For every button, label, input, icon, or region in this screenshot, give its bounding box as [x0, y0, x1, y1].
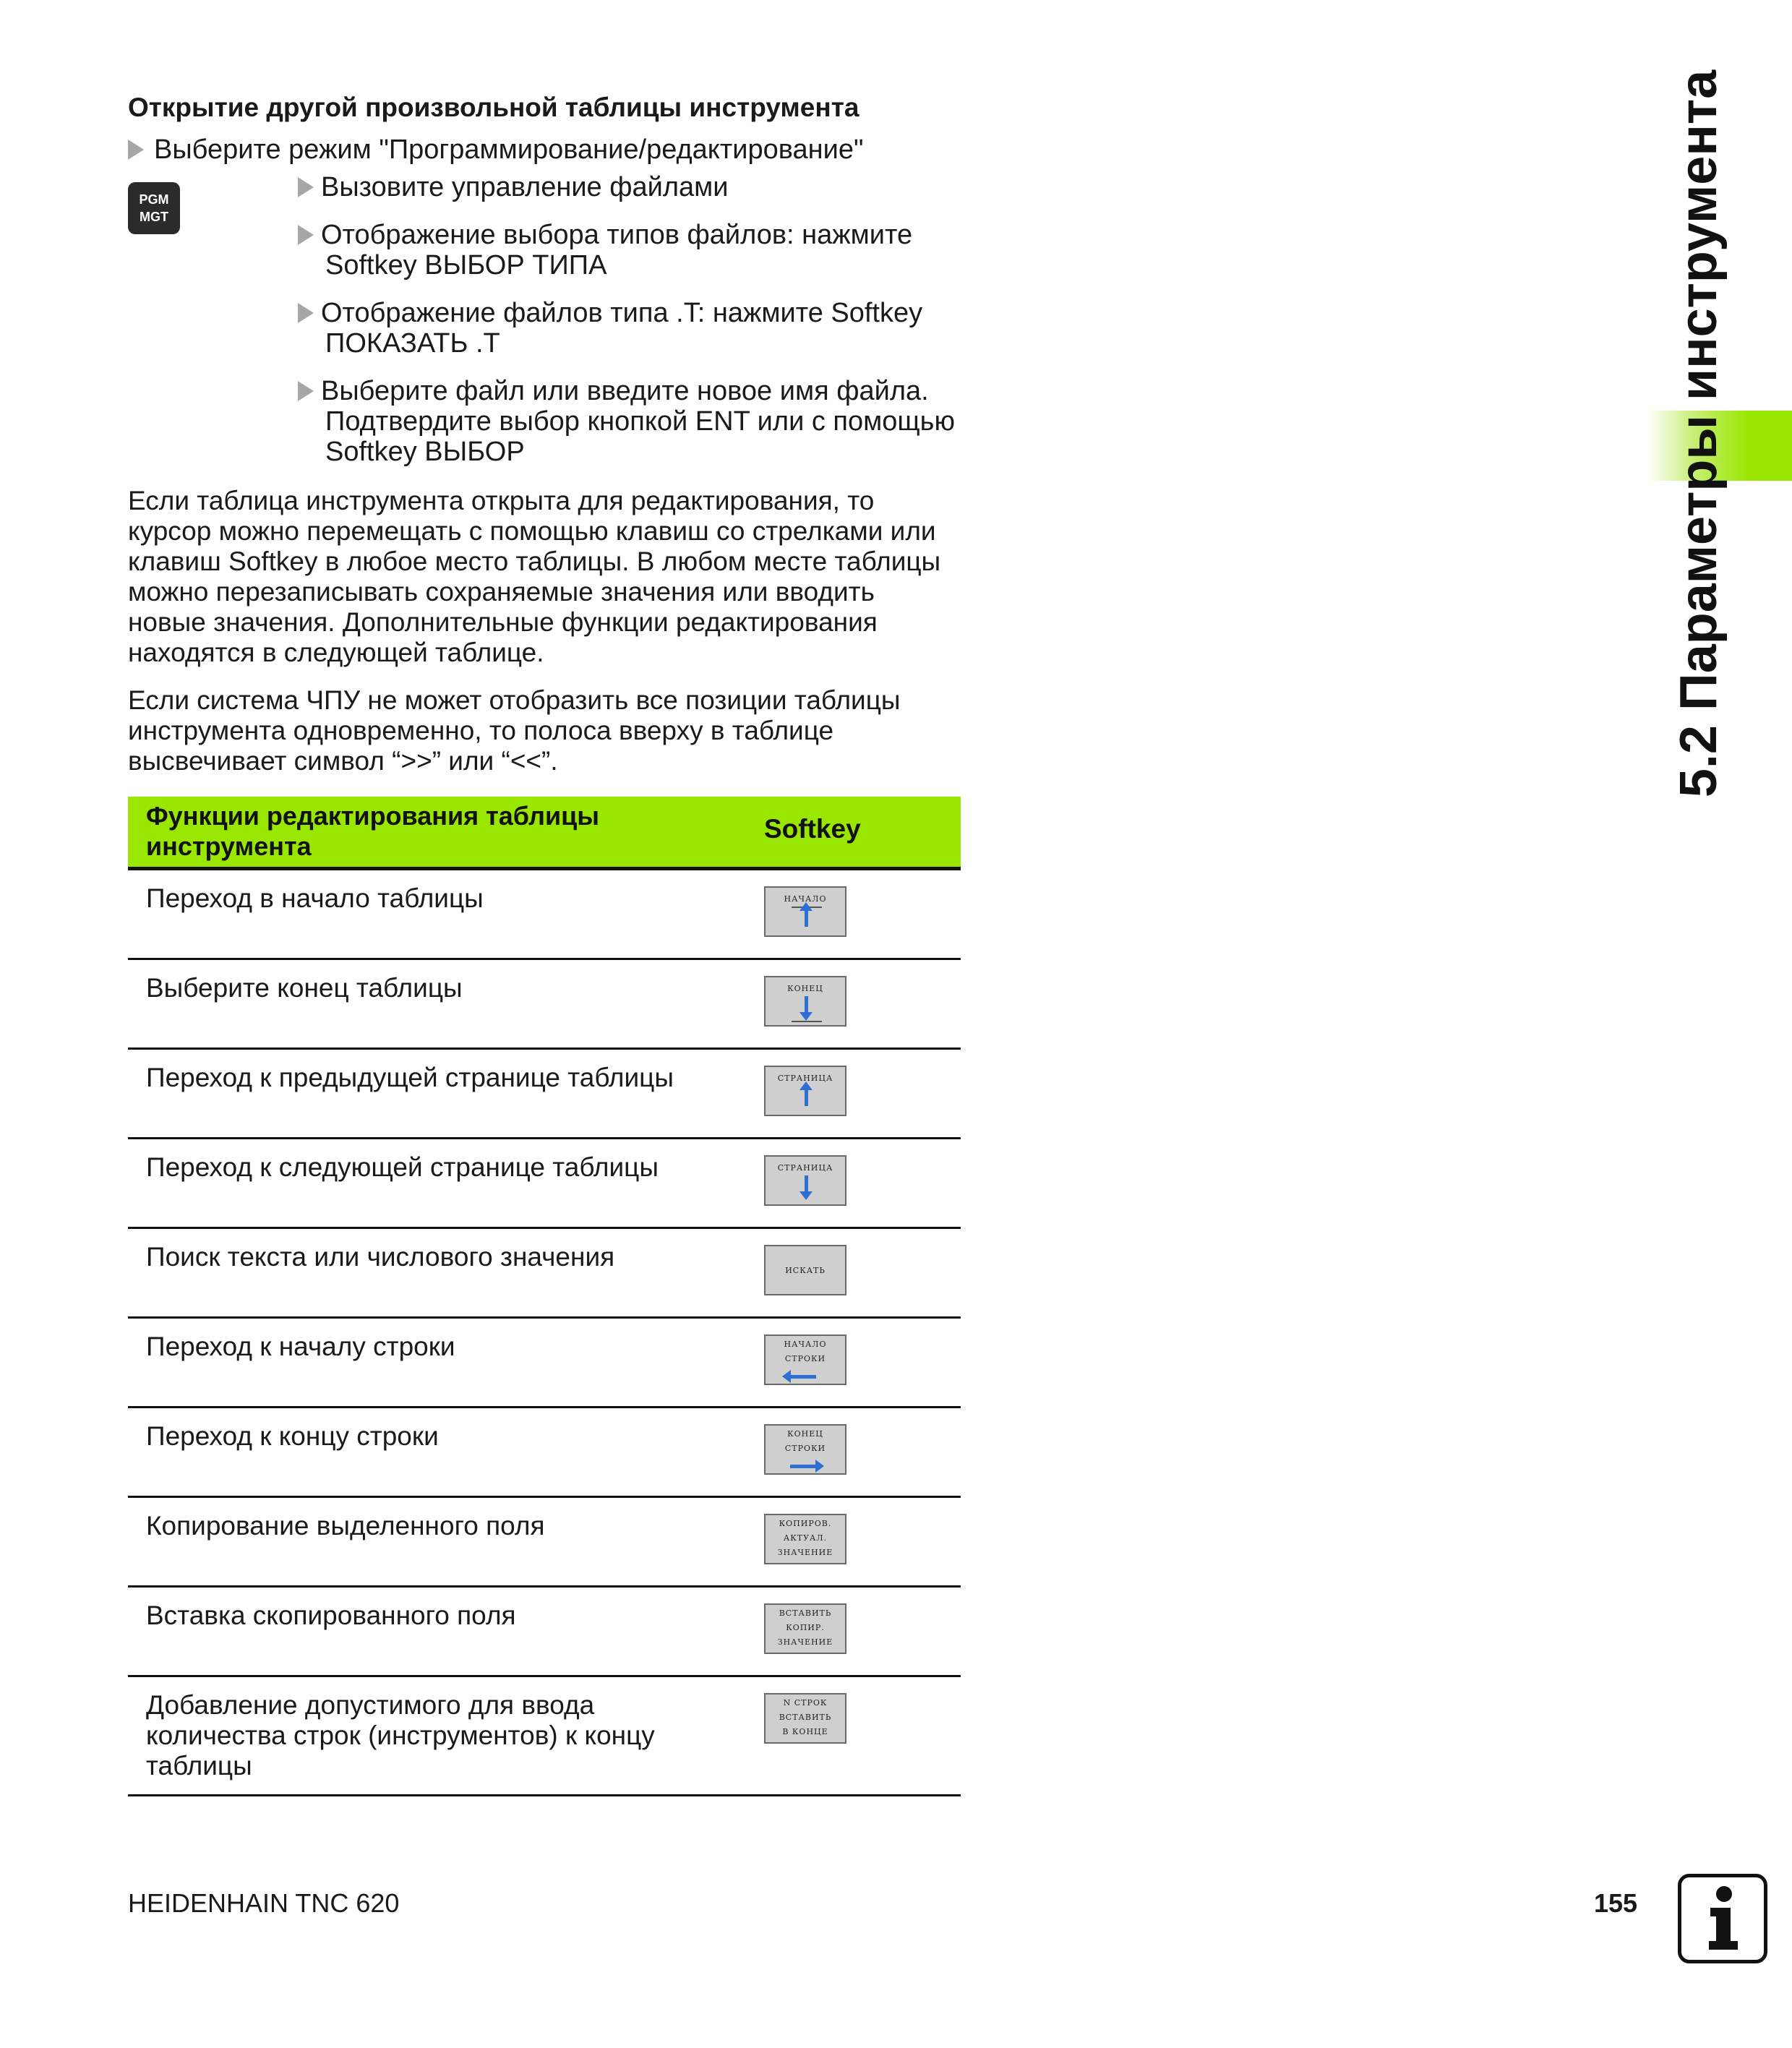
table-row — [128, 1319, 961, 1408]
paragraph-editing — [128, 486, 966, 668]
step-bullet-icon — [298, 225, 314, 245]
softkey-label: КОНЕЦ — [787, 984, 823, 993]
table-row — [128, 1408, 961, 1498]
softkey-label-line: ВСТАВИТЬ — [779, 1608, 832, 1618]
softkey-label: СТРАНИЦА — [777, 1074, 833, 1083]
softkey-label-line: СТРОКИ — [784, 1444, 826, 1453]
softkey-label-line: КОПИРОВ. — [779, 1519, 832, 1528]
pgm-mgt-key-icon — [128, 182, 180, 234]
section-heading: Открытие другой произвольной таблицы инструмента — [128, 93, 859, 122]
softkey-line-begin-button[interactable] — [764, 1334, 846, 1385]
softkey-label — [766, 1427, 845, 1456]
softkey-paste-button[interactable] — [764, 1603, 846, 1654]
softkey-label-line: СТРОКИ — [784, 1354, 826, 1363]
table-row — [128, 1677, 961, 1796]
header-line: Функции редактирования таблицы — [146, 801, 599, 831]
softkey-page-down-button[interactable] — [764, 1155, 846, 1206]
step-bullet-icon — [298, 177, 314, 197]
row-function: Переход к предыдущей странице таблицы — [146, 1063, 674, 1092]
row-function: Переход к началу строки — [146, 1332, 455, 1361]
softkey-label — [766, 1337, 845, 1366]
table-row — [128, 1588, 961, 1677]
softkey-label: ИСКАТЬ — [785, 1266, 826, 1275]
sub-step-text: Подтвердите выбор кнопкой ENT или с помощью — [325, 406, 955, 437]
page-number: 155 — [1594, 1888, 1638, 1918]
softkey-label-line: В КОНЦЕ — [782, 1727, 828, 1736]
softkey-label-line: ЗНАЧЕНИЕ — [777, 1548, 833, 1557]
info-icon — [1678, 1874, 1767, 1963]
side-chapter-title: 5.2 Параметры инструмента — [1670, 69, 1728, 798]
sub-step-text: Вызовите управление файлами — [321, 172, 729, 202]
functions-table — [128, 797, 961, 1796]
softkey-append-lines-button[interactable] — [764, 1693, 846, 1744]
bar-line-icon — [792, 1021, 822, 1022]
row-function: Поиск текста или числового значения — [146, 1242, 615, 1272]
side-title-wrap — [1655, 58, 1742, 798]
table-row — [128, 1050, 961, 1139]
softkey-label-line: НАЧАЛО — [784, 1340, 827, 1349]
step-bullet-icon — [298, 381, 314, 401]
table-row — [128, 1139, 961, 1229]
row-function: Вставка скопированного поля — [146, 1601, 516, 1630]
row-function: Выберите конец таблицы — [146, 973, 463, 1003]
step-bullet-icon — [128, 140, 144, 160]
paragraph-line: Если таблица инструмента открыта для редактирования, то — [128, 486, 875, 515]
paragraph-line: новые значения. Дополнительные функции редактирования — [128, 607, 878, 637]
sub-step-text: Отображение выбора типов файлов: нажмите — [321, 220, 913, 250]
row-function: Переход к следующей странице таблицы — [146, 1152, 659, 1182]
paragraph-line: высвечивает символ “>>” или “<<”. — [128, 746, 558, 776]
pgm-key-line2: MGT — [140, 210, 168, 224]
row-function-line: количества строк (инструментов) к концу — [146, 1721, 655, 1750]
row-function: Копирование выделенного поля — [146, 1511, 545, 1541]
softkey-label-line: N СТРОК — [783, 1698, 828, 1708]
row-function-line: Добавление допустимого для ввода — [146, 1690, 595, 1720]
table-row — [128, 1498, 961, 1588]
arrow-down-icon — [805, 996, 808, 1014]
softkey-label-line: КОПИР. — [786, 1623, 825, 1632]
header-softkey: Softkey — [764, 814, 861, 844]
softkey-label-line: ВСТАВИТЬ — [779, 1713, 832, 1722]
header-line: инструмента — [146, 831, 312, 861]
row-function: Переход к концу строки — [146, 1421, 439, 1451]
softkey-line-end-button[interactable] — [764, 1424, 846, 1475]
softkey-label-line: ЗНАЧЕНИЕ — [777, 1637, 833, 1647]
sub-step-text: Отображение файлов типа .T: нажмите Softkey — [321, 298, 923, 328]
softkey-label — [766, 1696, 845, 1739]
paragraph-line: курсор можно перемещать с помощью клавиш со стрелками или — [128, 516, 936, 546]
table-row — [128, 1229, 961, 1319]
arrow-right-icon — [790, 1465, 816, 1468]
row-function-line: таблицы — [146, 1751, 252, 1781]
sub-step-text: Softkey ВЫБОР ТИПА — [325, 250, 607, 280]
paragraph-line: инструмента одновременно, то полоса вверху в таблице — [128, 716, 834, 745]
softkey-end-button[interactable] — [764, 976, 846, 1027]
table-header — [128, 797, 961, 870]
header-functions — [146, 801, 599, 862]
paragraph-line: можно перезаписывать сохраняемые значения или вводить — [128, 577, 875, 607]
arrow-up-icon — [805, 1089, 808, 1106]
pgm-key-line1: PGM — [139, 192, 169, 207]
softkey-label — [766, 1517, 845, 1560]
softkey-label-line: АКТУАЛ. — [783, 1533, 828, 1543]
softkey-label-line: КОНЕЦ — [787, 1429, 823, 1439]
arrow-up-icon — [805, 909, 808, 927]
footer-product: HEIDENHAIN TNC 620 — [128, 1888, 400, 1918]
sub-step-text: Softkey ВЫБОР — [325, 437, 525, 467]
step-bullet-icon — [298, 303, 314, 323]
arrow-left-icon — [790, 1375, 816, 1379]
paragraph-line: клавиш Softkey в любое место таблицы. В любом месте таблицы — [128, 547, 941, 576]
row-function — [146, 1690, 710, 1781]
paragraph-line: Если система ЧПУ не может отобразить все позиции таблицы — [128, 685, 901, 715]
main-step-text: Выберите режим "Программирование/редактирование" — [154, 134, 864, 165]
softkey-copy-button[interactable] — [764, 1514, 846, 1564]
paragraph-symbols — [128, 685, 966, 776]
softkey-begin-button[interactable] — [764, 886, 846, 937]
softkey-page-up-button[interactable] — [764, 1066, 846, 1116]
softkey-label: НАЧАЛО — [784, 894, 827, 904]
softkey-label: СТРАНИЦА — [777, 1163, 833, 1173]
softkey-label — [766, 1606, 845, 1650]
row-function: Переход в начало таблицы — [146, 883, 484, 913]
paragraph-line: находятся в следующей таблице. — [128, 638, 544, 667]
table-row — [128, 870, 961, 960]
table-row — [128, 960, 961, 1050]
sub-step-text: ПОКАЗАТЬ .T — [325, 328, 500, 359]
arrow-down-icon — [805, 1175, 808, 1193]
sub-step-text: Выберите файл или введите новое имя файла. — [321, 376, 929, 406]
softkey-search-button[interactable] — [764, 1245, 846, 1295]
